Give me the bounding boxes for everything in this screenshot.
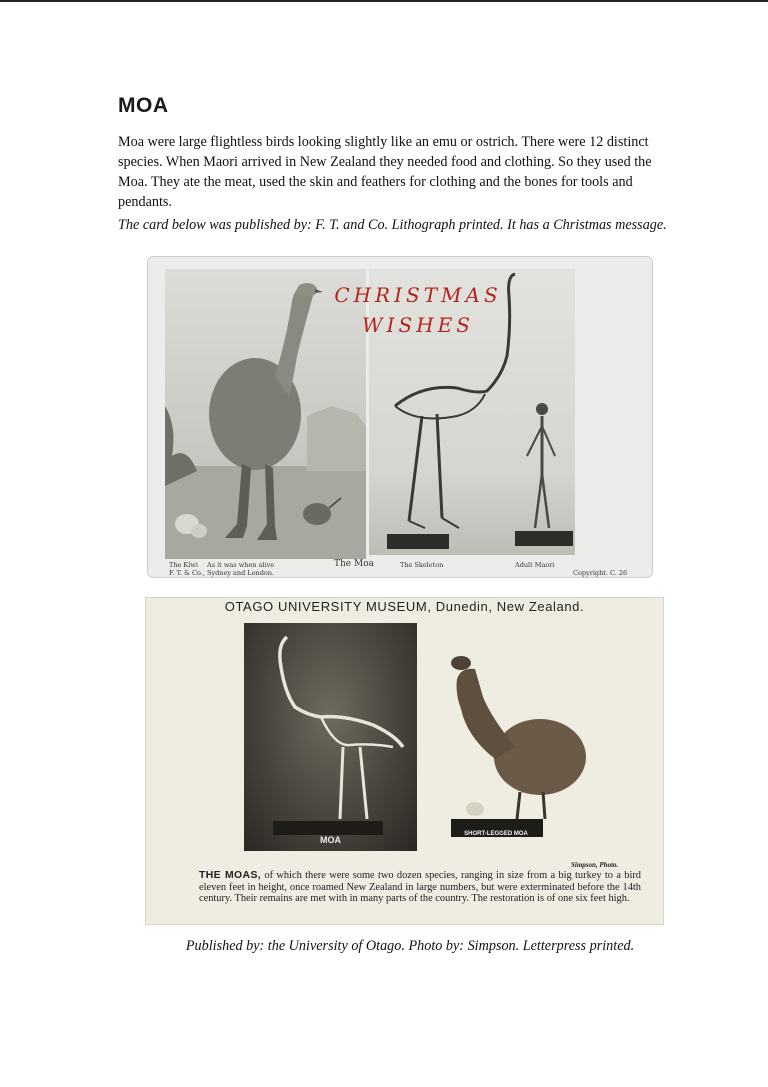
- caption-publisher: F. T. & Co., Sydney and London.: [169, 569, 275, 577]
- christmas-greeting: [323, 280, 513, 340]
- postcard-otago-museum: [145, 597, 664, 925]
- moa-photo-label: MOA: [320, 835, 341, 845]
- short-legged-moa-plaque: SHORT-LEGGED MOA: [464, 831, 528, 837]
- photo-credit: Simpson, Photo.: [571, 861, 619, 869]
- page-title: MOA: [118, 94, 169, 117]
- description-lead: THE MOAS,: [199, 870, 262, 881]
- caption-moa: The Moa: [334, 559, 374, 569]
- greeting-line-1: CHRISTMAS: [334, 283, 502, 307]
- caption-alive: As it was when alive: [207, 561, 275, 569]
- greeting-line-2: WISHES: [362, 313, 474, 337]
- intro-paragraph: Moa were large flightless birds looking slightly like an emu or ostrich. There were 12 distinct species. When Maori arrived in New Zealand they needed food and clothing. So they used the Moa. They ate the meat, used the skin and feathers for clothing and the bones for tools and pendants.: [118, 134, 652, 210]
- card1-note: The card below was published by: F. T. and Co. Lithograph printed. It has a Christmas message.: [118, 217, 667, 233]
- caption-kiwi: The Kiwi: [169, 561, 199, 569]
- caption-copyright: Copyright. C. 26: [573, 569, 628, 577]
- caption-maori: Adult Maori: [515, 561, 555, 569]
- museum-heading: OTAGO UNIVERSITY MUSEUM, Dunedin, New Zealand.: [224, 599, 585, 614]
- card2-note: Published by: the University of Otago. Photo by: Simpson. Letterpress printed.: [185, 938, 635, 954]
- caption-skeleton: The Skeleton: [400, 561, 444, 569]
- moa-description: [199, 870, 641, 905]
- top-rule: [0, 0, 768, 2]
- description-body: of which there were some two dozen species, ranging in size from a big turkey to a bird eleven feet in height, once roamed New Zealand in large numbers, but were exterminated before the 14th century. Their remains are met with in many parts of the country. The restoration is of one six feet high.: [199, 870, 641, 904]
- postcard-christmas: [147, 256, 653, 578]
